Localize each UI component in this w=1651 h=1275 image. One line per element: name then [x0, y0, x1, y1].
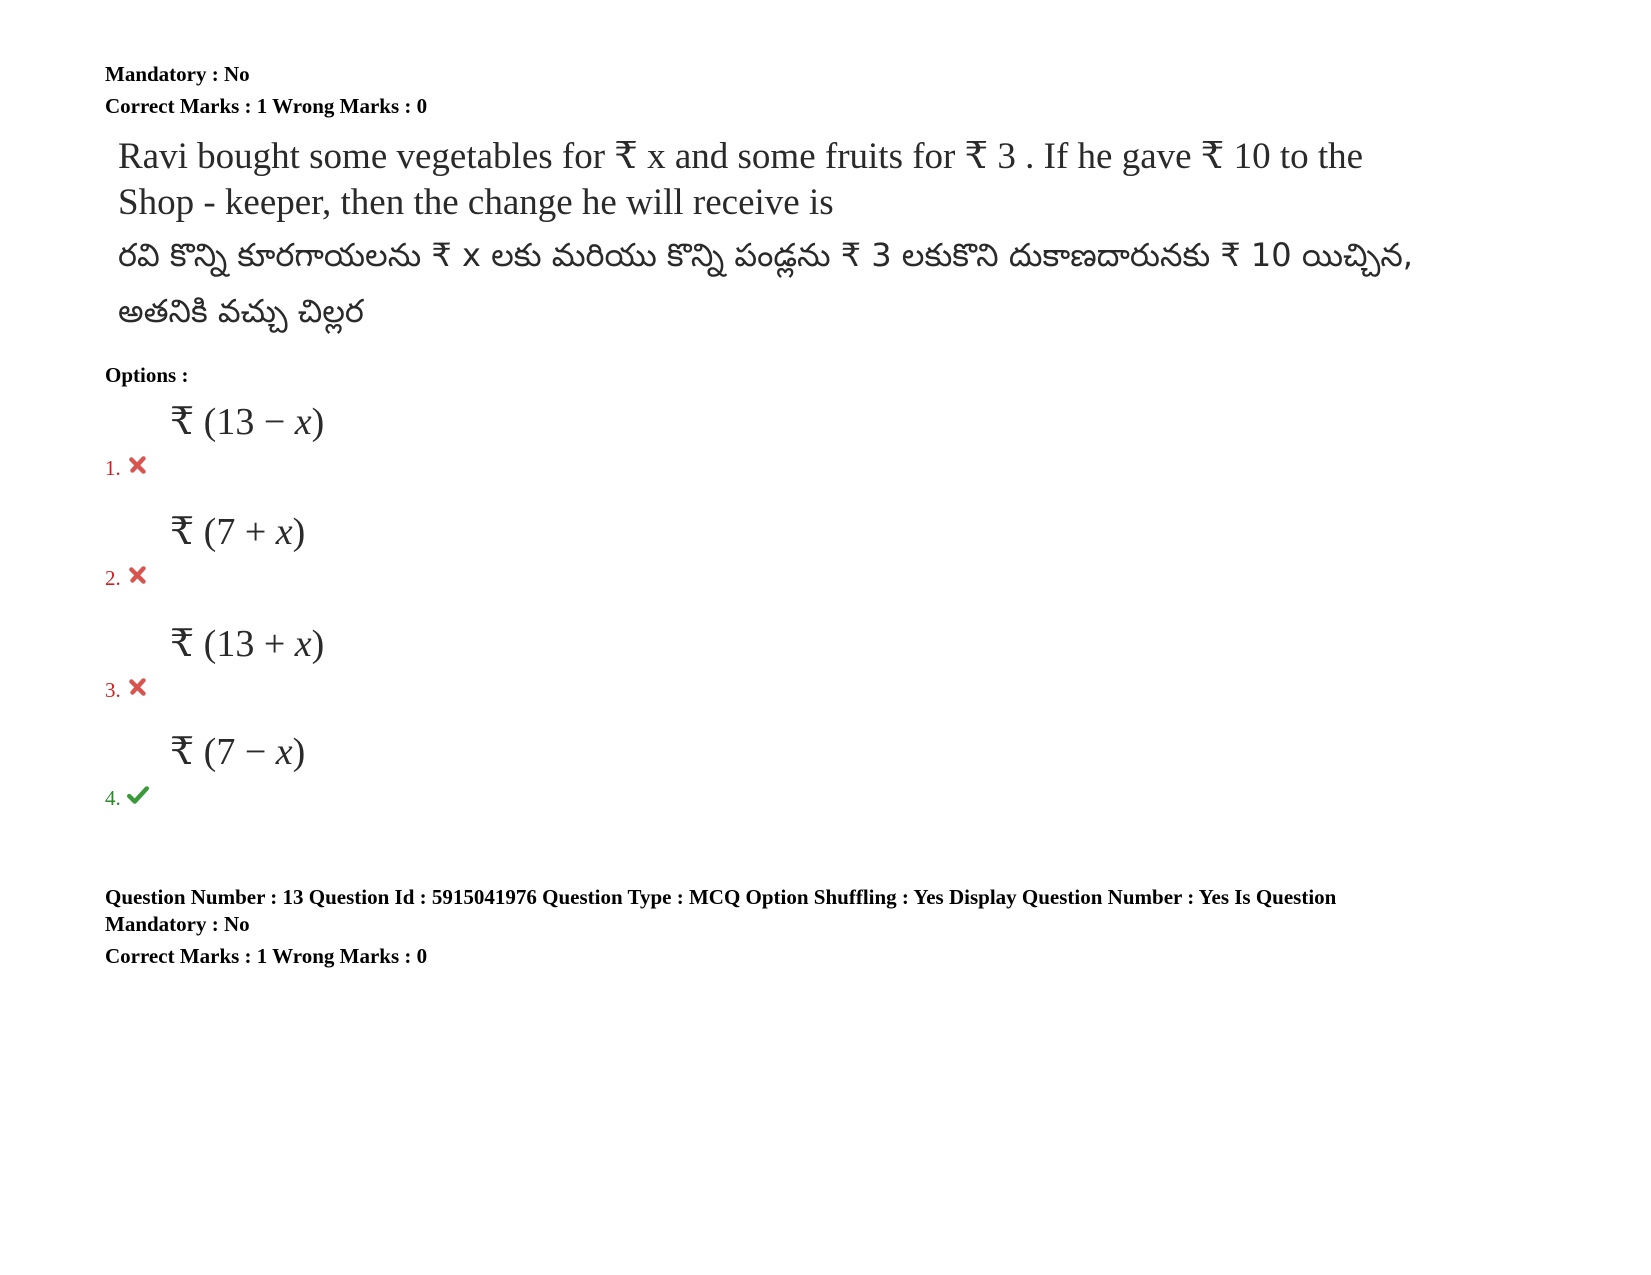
- next-question-mandatory: Mandatory : No: [105, 912, 250, 936]
- option-3: [105, 622, 705, 702]
- option-4: [105, 730, 705, 810]
- option-expression: ₹ (7 − x): [170, 731, 306, 773]
- question-telugu-line-1: రవి కొన్ని కూరగాయలను ₹ x లకు మరియు కొన్ని పండ్లను ₹ 3 లకుకొని దుకాణదారునకు ₹ 10 యిచ్చిన,: [118, 236, 1413, 274]
- question-english-line-2: Shop - keeper, then the change he will receive is: [118, 182, 834, 223]
- correct-check-icon: [127, 784, 149, 806]
- option-2: [105, 510, 705, 590]
- option-number: 3.: [105, 678, 121, 702]
- option-expression: ₹ (13 + x): [170, 623, 325, 665]
- option-1: [105, 400, 705, 480]
- question-text: [118, 134, 1518, 338]
- wrong-cross-icon: [127, 564, 149, 586]
- option-number: 2.: [105, 566, 121, 590]
- marks-label: Correct Marks : 1 Wrong Marks : 0: [105, 94, 428, 118]
- wrong-cross-icon: [127, 676, 149, 698]
- option-number: 1.: [105, 456, 121, 480]
- options-label: Options :: [105, 363, 189, 387]
- wrong-cross-icon: [127, 454, 149, 476]
- question-english-line-1: Ravi bought some vegetables for ₹ x and some fruits for ₹ 3 . If he gave ₹ 10 to the: [118, 136, 1364, 177]
- option-number: 4.: [105, 786, 121, 810]
- mandatory-label: Mandatory : No: [105, 62, 250, 86]
- option-expression: ₹ (13 − x): [170, 401, 325, 443]
- next-question-info: Question Number : 13 Question Id : 5915041976 Question Type : MCQ Option Shuffling : Yes Display Question Number : Yes Is Question: [105, 885, 1337, 909]
- next-question-marks: Correct Marks : 1 Wrong Marks : 0: [105, 944, 428, 968]
- option-expression: ₹ (7 + x): [170, 511, 306, 553]
- question-telugu-line-2: అతనికి వచ్చు చిల్లర: [118, 292, 364, 330]
